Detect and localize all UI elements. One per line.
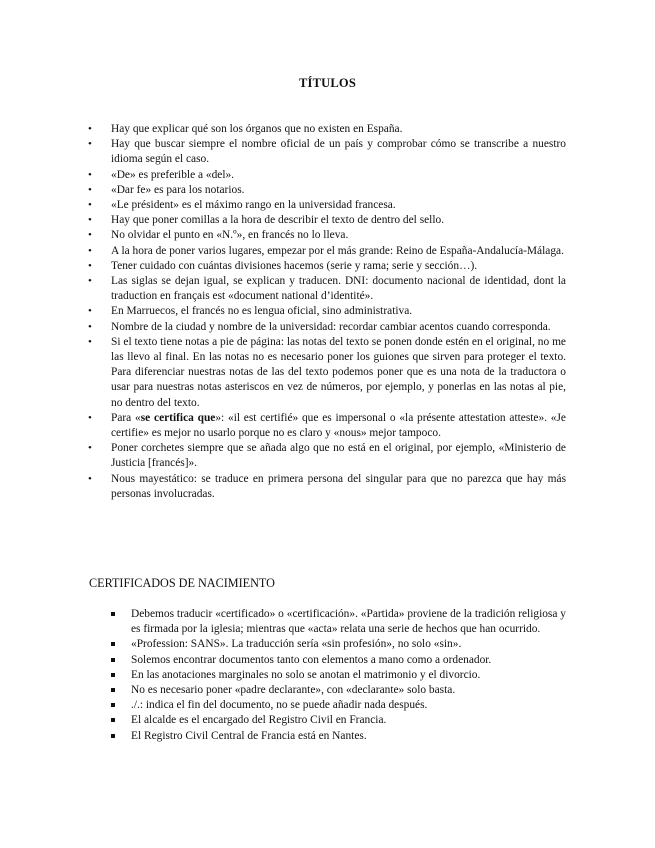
bullet-icon: • — [88, 199, 92, 212]
list-item: • Hay que explicar qué son los órganos que no existen en España. — [88, 122, 566, 137]
list-item: • Las siglas se dejan igual, se explican y traducen. DNI: documento nacional de identidad, dont la traduction en français est «document national d’identité». — [88, 275, 566, 303]
square-bullet-icon — [111, 642, 115, 646]
section-title: CERTIFICADOS DE NACIMIENTO — [89, 576, 275, 590]
bullet-icon: • — [88, 138, 92, 151]
bullet-icon: • — [88, 335, 92, 348]
bullet-icon: • — [88, 411, 92, 424]
list-item: El Registro Civil Central de Francia está en Nantes. — [110, 729, 566, 744]
list-item: ./.: indica el fin del documento, no se puede añadir nada después. — [110, 698, 566, 713]
bullet-icon: • — [88, 442, 92, 455]
list-item-se-certifica: • Para «se certifica que»: «il est certifié» que es impersonal o «la présente attestation atteste». «Je certifie» es mejor no usarlo porque no es claro y «nous» mejor tampoco. — [88, 411, 566, 440]
list-item: • Si el texto tiene notas a pie de página: las notas del texto se ponen donde estén en el original, no me las llevo al final. En las notas no es necesario poner los guiones que sirven para proteger el texto. Para diferenciar nuestras notas de las del texto podemos poner que es una nota de la traductora o usar para nuestras notas asteriscos en vez de números, por ejemplo, y ponerlas en las notas al pie, no dentro del texto. — [88, 335, 566, 409]
bullet-icon: • — [88, 259, 92, 272]
certificados-bullet-list — [110, 607, 566, 744]
bullet-icon: • — [88, 244, 92, 257]
list-item: • «Dar fe» es para los notarios. — [88, 183, 566, 198]
square-bullet-icon — [111, 658, 115, 662]
square-bullet-icon — [111, 688, 115, 692]
list-item: Solemos encontrar documentos tanto con elementos a mano como a ordenador. — [110, 653, 566, 668]
bullet-icon: • — [88, 305, 92, 318]
square-bullet-icon — [111, 703, 115, 707]
square-bullet-icon — [111, 718, 115, 722]
bullet-icon: • — [88, 183, 92, 196]
titulos-bullet-list — [88, 122, 566, 502]
list-item: • Nous mayestático: se traduce en primera persona del singular para que no parezca que hay más personas involucradas. — [88, 472, 566, 500]
list-item: «Profession: SANS». La traducción sería «sin profesión», no solo «sin». — [110, 637, 566, 652]
bullet-icon: • — [88, 472, 92, 485]
list-item: El alcalde es el encargado del Registro Civil en Francia. — [110, 713, 566, 728]
list-item: • «Le président» es el máximo rango en la universidad francesa. — [88, 198, 566, 213]
list-item: • Nombre de la ciudad y nombre de la universidad: recordar cambiar acentos cuando corresponda. — [88, 320, 566, 335]
bullet-icon: • — [88, 229, 92, 242]
list-item: • «De» es preferible a «del». — [88, 168, 566, 183]
bullet-icon: • — [88, 123, 92, 135]
bullet-icon: • — [88, 214, 92, 227]
list-item: • No olvidar el punto en «N.º», en francés no lo lleva. — [88, 228, 566, 243]
list-item: • Hay que poner comillas a la hora de describir el texto de dentro del sello. — [88, 213, 566, 228]
bullet-icon: • — [88, 168, 92, 181]
bullet-icon: • — [88, 275, 92, 288]
list-item: • Hay que buscar siempre el nombre oficial de un país y comprobar cómo se transcribe a nuestro idioma según el caso. — [88, 138, 566, 166]
list-item: • Tener cuidado con cuántas divisiones hacemos (serie y rama; serie y sección…). — [88, 259, 566, 274]
square-bullet-icon — [111, 734, 115, 738]
list-item: • En Marruecos, el francés no es lengua oficial, sino administrativa. — [88, 304, 566, 319]
list-item: No es necesario poner «padre declarante», con «declarante» solo basta. — [110, 683, 566, 698]
bold-term: se certifica que — [140, 411, 216, 424]
list-item: En las anotaciones marginales no solo se anotan el matrimonio y el divorcio. — [110, 668, 566, 683]
page-title: TÍTULOS — [299, 76, 356, 90]
list-item: • A la hora de poner varios lugares, empezar por el más grande: Reino de España-Andalucía-Málaga. — [88, 244, 566, 259]
list-item: • Poner corchetes siempre que se añada algo que no está en el original, por ejemplo, «Ministerio de Justicia [francés]». — [88, 442, 566, 470]
square-bullet-icon — [111, 673, 115, 677]
bullet-icon: • — [88, 320, 92, 333]
list-item: Debemos traducir «certificado» o «certificación». «Partida» proviene de la tradición religiosa y es firmada por la iglesia; mientras que «acta» relata una serie de hechos que han ocurrido. — [110, 607, 566, 637]
square-bullet-icon — [111, 612, 115, 616]
